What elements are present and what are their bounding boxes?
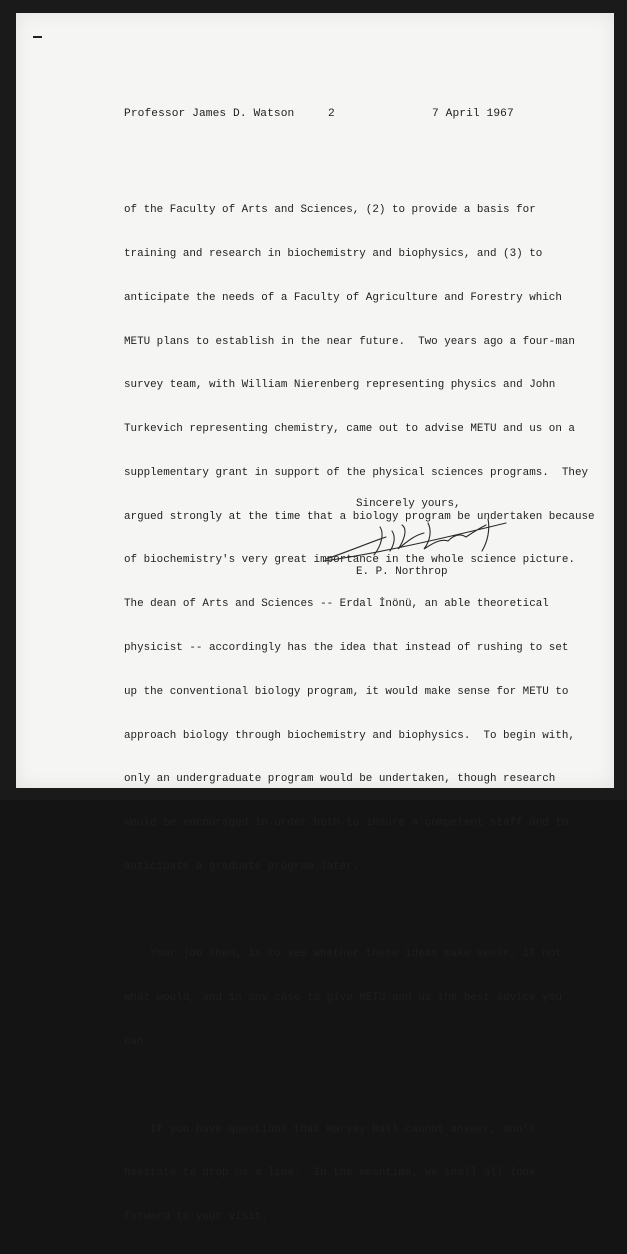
body-line: would be encouraged in order both to insure a competent staff and to <box>124 817 569 830</box>
body-line: up the conventional biology program, it would make sense for METU to <box>124 685 569 698</box>
paragraph-3 <box>124 1093 536 1254</box>
page-number: 2 <box>328 108 335 120</box>
body-line: hesitate to drop us a line. In the meantime, we shall all look <box>124 1167 536 1180</box>
margin-mark <box>33 36 42 38</box>
body-line: Turkevich representing chemistry, came out to advise METU and us on a <box>124 423 575 436</box>
body-line: anticipate a graduate program later. <box>124 860 360 873</box>
body-line: anticipate the needs of a Faculty of Agriculture and Forestry which <box>124 291 562 304</box>
body-line: Your job then, is to see whether these ideas make sense, if not <box>150 948 562 961</box>
body-line: The dean of Arts and Sciences -- Erdal İnönü, an able theoretical <box>124 598 549 611</box>
signer-name: E. P. Northrop <box>356 566 448 578</box>
letter-header <box>124 108 514 124</box>
body-line: only an undergraduate program would be undertaken, though research <box>124 773 556 786</box>
body-line: If you have questions that Harvey Hall cannot answer, don't <box>150 1123 536 1136</box>
body-line: argued strongly at the time that a biology program be undertaken because <box>124 510 595 523</box>
handwritten-signature <box>320 515 510 565</box>
letter-date: 7 April 1967 <box>432 108 514 120</box>
body-line: METU plans to establish in the near future. Two years ago a four-man <box>124 335 575 348</box>
body-line: training and research in biochemistry and biophysics, and (3) to <box>124 247 543 260</box>
paragraph-2 <box>124 918 562 1079</box>
body-line: can. <box>124 1036 151 1049</box>
body-line: survey team, with William Nierenberg representing physics and John <box>124 379 556 392</box>
closing-salutation: Sincerely yours, <box>356 498 461 510</box>
body-line: physicist -- accordingly has the idea that instead of rushing to set <box>124 642 569 654</box>
body-line: supplementary grant in support of the physical sciences programs. They <box>124 466 589 479</box>
body-line: of the Faculty of Arts and Sciences, (2) to provide a basis for <box>124 204 536 217</box>
body-line: approach biology through biochemistry and biophysics. To begin with, <box>124 729 575 742</box>
body-line: of biochemistry's very great importance in the whole science picture. <box>124 554 575 567</box>
body-line: forward to your visit. <box>124 1211 268 1224</box>
letter-body <box>124 174 595 1254</box>
recipient-name: Professor James D. Watson <box>124 108 295 120</box>
body-line: what would, and in any case to give METU and us the best advice you <box>124 992 562 1005</box>
